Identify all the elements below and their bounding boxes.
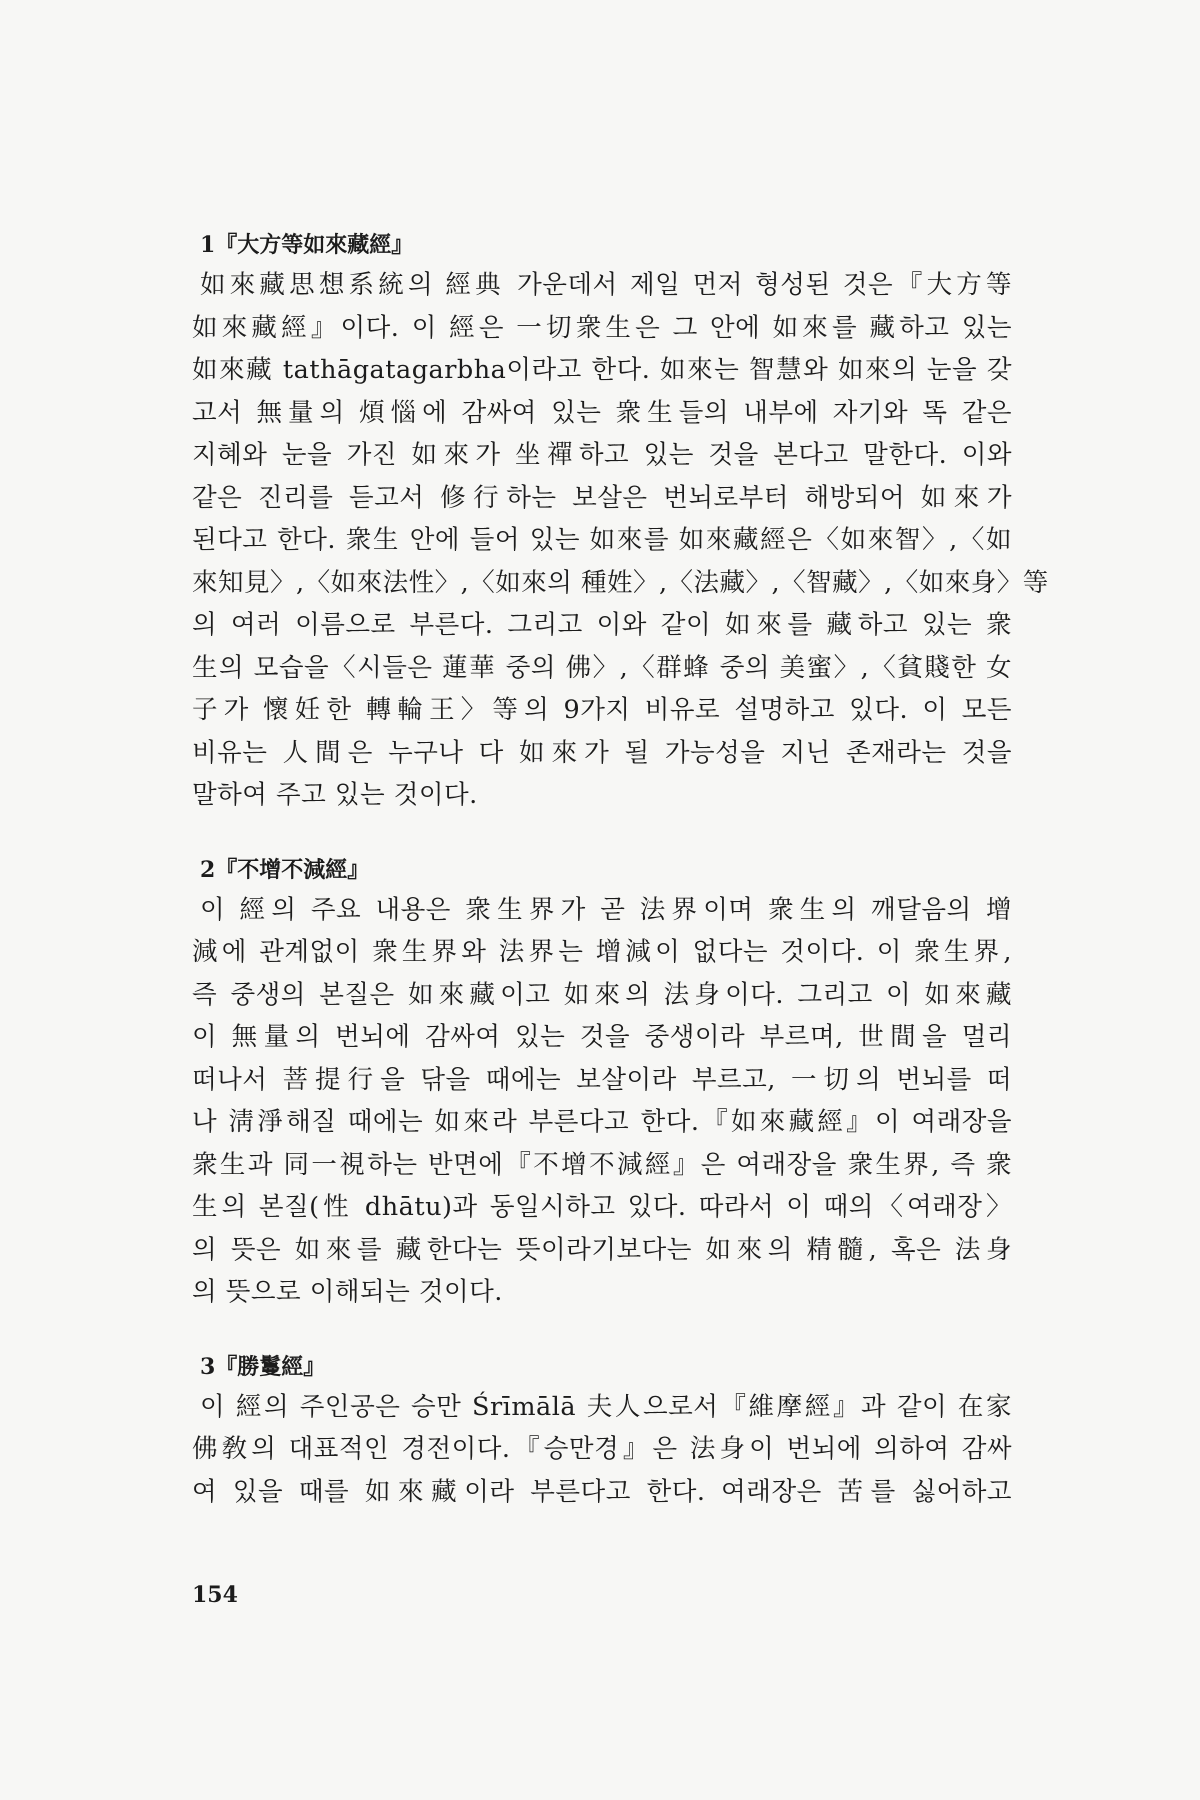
text-line: 衆生과 同一視하는 반면에『不增不減經』은 여래장을 衆生界, 즉 衆 — [192, 1149, 1012, 1180]
text-line: 이 經의 주인공은 승만 Śrīmālā 夫人으로서『維摩經』과 같이 在家 — [200, 1391, 1012, 1422]
section-heading: 3『勝鬘經』 — [200, 1353, 326, 1380]
text-line: 生의 모습을〈시들은 蓮華 중의 佛〉,〈群蜂 중의 美蜜〉,〈貧賤한 女 — [192, 652, 1012, 683]
text-line: 나 淸淨해질 때에는 如來라 부른다고 한다.『如來藏經』이 여래장을 — [192, 1107, 1012, 1137]
text-line: 즉 중생의 본질은 如來藏이고 如來의 法身이다. 그리고 이 如來藏 — [192, 979, 1012, 1010]
text-line: 如來藏 tathāgatagarbha이라고 한다. 如來는 智慧와 如來의 눈을 갖 — [192, 355, 1012, 385]
section-2 — [192, 853, 1012, 1314]
page-number: 154 — [192, 1582, 238, 1608]
section-heading: 2『不增不減經』 — [200, 856, 370, 883]
text-line: 말하여 주고 있는 것이다. — [192, 780, 478, 810]
page-body — [192, 228, 1049, 1513]
text-line: 佛敎의 대표적인 경전이다.『승만경』은 法身이 번뇌에 의하여 감싸 — [192, 1434, 1012, 1464]
text-line: 來知見〉,〈如來法性〉,〈如來의 種姓〉,〈法藏〉,〈智藏〉,〈如來身〉等 — [192, 567, 1049, 598]
text-line: 떠나서 菩提行을 닦을 때에는 보살이라 부르고, 一切의 번뇌를 떠 — [192, 1064, 1012, 1095]
text-line: 여 있을 때를 如來藏이라 부른다고 한다. 여래장은 苦를 싫어하고 — [192, 1476, 1012, 1507]
text-line: 如來藏經』이다. 이 經은 一切衆生은 그 안에 如來를 藏하고 있는 — [192, 312, 1012, 343]
text-line: 비유는 人間은 누구나 다 如來가 될 가능성을 지닌 존재라는 것을 — [192, 737, 1012, 768]
text-line: 의 여러 이름으로 부른다. 그리고 이와 같이 如來를 藏하고 있는 衆 — [192, 610, 1012, 640]
text-line: 生의 본질(性 dhātu)과 동일시하고 있다. 따라서 이 때의〈여래장〉 — [192, 1192, 1012, 1222]
text-line: 如來藏思想系統의 經典 가운데서 제일 먼저 형성된 것은『大方等 — [200, 270, 1012, 300]
text-line: 減에 관계없이 衆生界와 法界는 增減이 없다는 것이다. 이 衆生界, — [192, 937, 1012, 967]
text-line: 고서 無量의 煩惱에 감싸여 있는 衆生들의 내부에 자기와 똑 같은 — [192, 397, 1012, 428]
section-1 — [192, 228, 1049, 817]
text-line: 이 無量의 번뇌에 감싸여 있는 것을 중생이라 부르며, 世間을 멀리 — [192, 1022, 1012, 1052]
text-line: 지혜와 눈을 가진 如來가 坐禪하고 있는 것을 본다고 말한다. 이와 — [192, 440, 1012, 470]
section-heading: 1『大方等如來藏經』 — [200, 232, 414, 258]
text-line: 이 經의 주요 내용은 衆生界가 곧 法界이며 衆生의 깨달음의 增 — [200, 894, 1012, 925]
text-line: 의 뜻으로 이해되는 것이다. — [192, 1277, 503, 1307]
section-3 — [192, 1350, 1012, 1514]
text-line: 子가 懷妊한 轉輪王〉等의 9가지 비유로 설명하고 있다. 이 모든 — [192, 695, 1012, 725]
text-line: 의 뜻은 如來를 藏한다는 뜻이라기보다는 如來의 精髓, 혹은 法身 — [192, 1234, 1012, 1265]
text-line: 된다고 한다. 衆生 안에 들어 있는 如來를 如來藏經은〈如來智〉,〈如 — [192, 525, 1012, 555]
text-line: 같은 진리를 듣고서 修行하는 보살은 번뇌로부터 해방되어 如來가 — [192, 482, 1012, 513]
